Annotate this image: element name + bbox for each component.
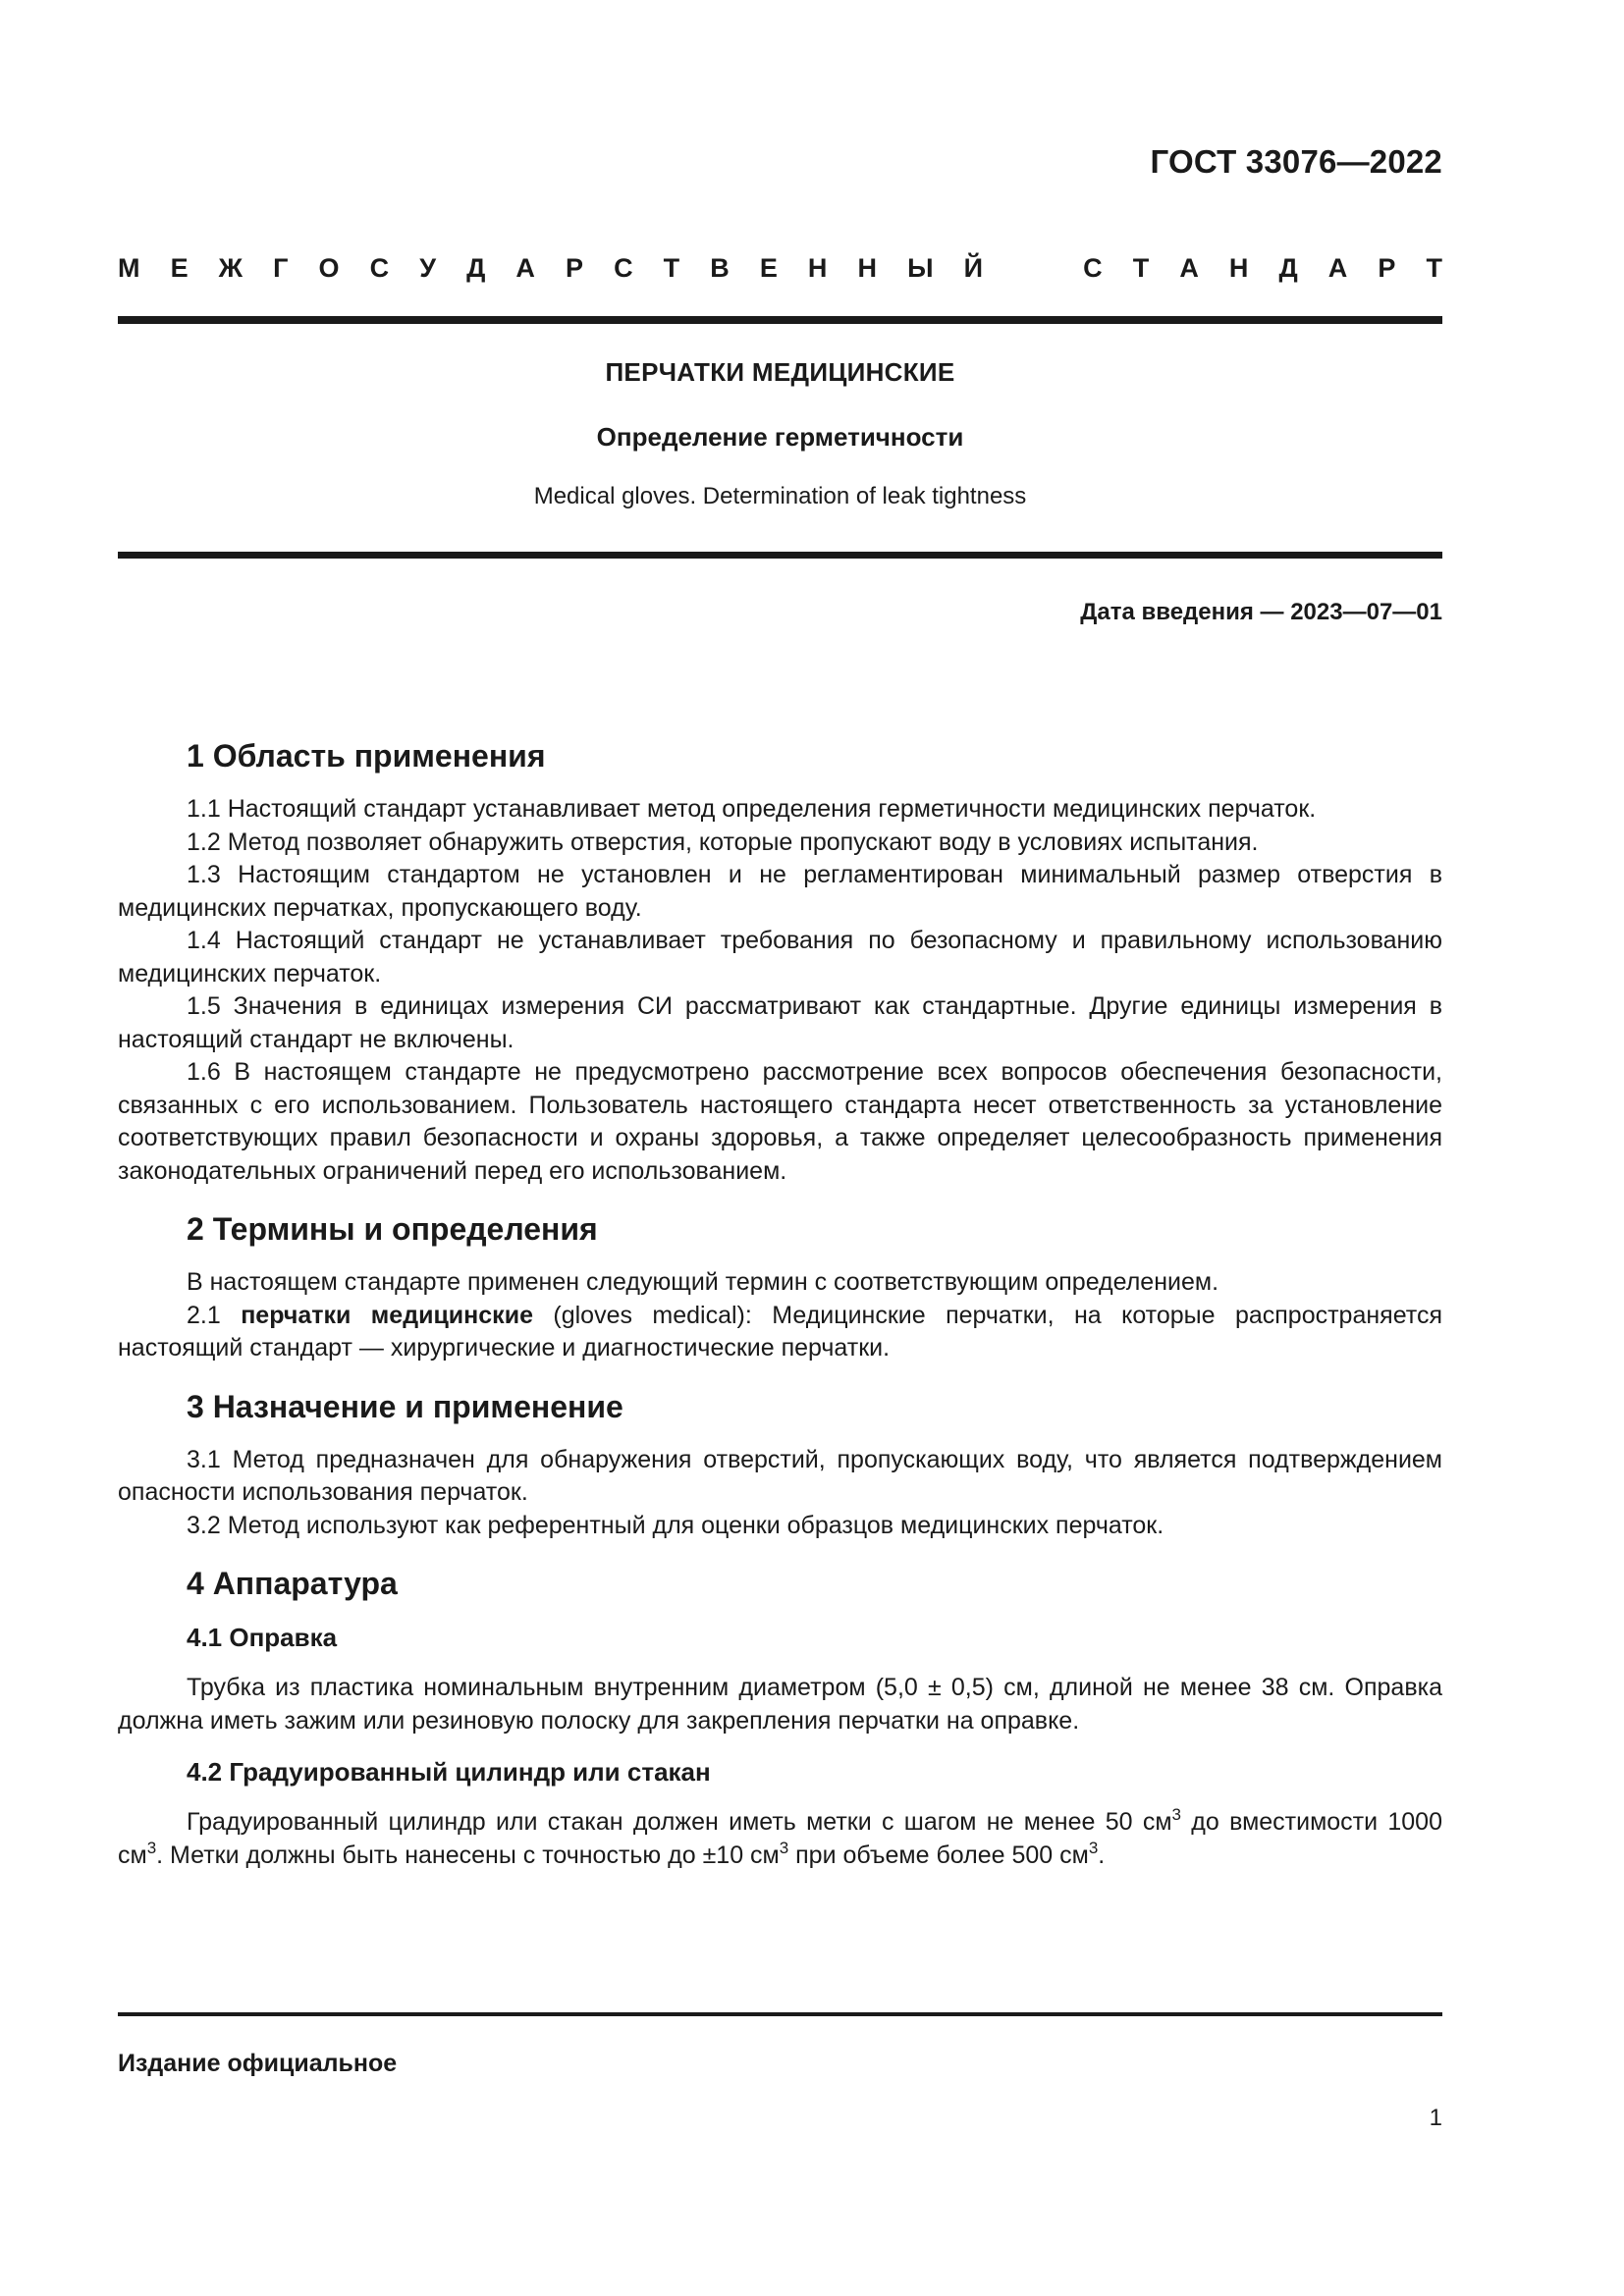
- paragraph-3-1: 3.1 Метод предназначен для обнаружения отверстий, пропускающих воду, что является подтверждением опасности использования перчаток.: [118, 1445, 1442, 1506]
- banner-letter: О: [318, 253, 340, 283]
- banner-letter: Р: [1378, 253, 1396, 283]
- banner-letter: Е: [170, 253, 189, 283]
- paragraph-1-1: 1.1 Настоящий стандарт устанавливает метод определения герметичности медицинских перчаток.: [187, 795, 1317, 823]
- banner-letter: А: [1179, 253, 1199, 283]
- document-subtitle: Определение герметичности: [596, 422, 964, 452]
- banner-letter: Г: [273, 253, 289, 283]
- banner-letter: Д: [466, 253, 486, 283]
- banner-letter: В: [710, 253, 730, 283]
- banner-letter: С: [1083, 253, 1103, 283]
- paragraph-3-2: 3.2 Метод используют как референтный для оценки образцов медицинских перчаток.: [187, 1511, 1164, 1539]
- paragraph-2-1: 2.1 перчатки медицинские (gloves medical): Медицинские перчатки, на которые распространяется настоящий стандарт — хирургические и диагностические перчатки.: [118, 1301, 1442, 1362]
- section-1-heading: 1 Область применения: [187, 738, 546, 774]
- document-title: ПЕРЧАТКИ МЕДИЦИНСКИЕ: [605, 357, 955, 387]
- banner-letter: Н: [807, 253, 828, 283]
- banner-letter: Ы: [907, 253, 934, 283]
- top-rule: [118, 316, 1442, 324]
- banner-letter: А: [515, 253, 535, 283]
- official-edition-label: Издание официальное: [118, 2050, 398, 2077]
- subsection-4-2-heading: 4.2 Градуированный цилиндр или стакан: [187, 1757, 711, 1787]
- banner-letter: Ж: [218, 253, 244, 283]
- banner-letter: Т: [663, 253, 680, 283]
- banner-letter: Е: [759, 253, 778, 283]
- term-gloves-medical: перчатки медицинские: [241, 1301, 533, 1329]
- banner-letter: С: [369, 253, 390, 283]
- banner-letter: М: [118, 253, 140, 283]
- paragraph-1-5: 1.5 Значения в единицах измерения СИ рассматривают как стандартные. Другие единицы измерения в настоящий стандарт не включены.: [118, 992, 1442, 1053]
- paragraph-2-intro: В настоящем стандарте применен следующий термин с соответствующим определением.: [187, 1268, 1219, 1296]
- section-2-heading: 2 Термины и определения: [187, 1211, 598, 1247]
- banner-letter: А: [1327, 253, 1348, 283]
- document-body: [118, 736, 1442, 1872]
- banner-letter: Н: [1228, 253, 1249, 283]
- effective-date: Дата введения — 2023—07—01: [1080, 599, 1442, 625]
- paragraph-1-2: 1.2 Метод позволяет обнаружить отверстия, которые пропускают воду в условиях испытания.: [187, 828, 1259, 856]
- banner-letter: Н: [857, 253, 877, 283]
- banner-gap: [1013, 253, 1053, 284]
- section-3-heading: 3 Назначение и применение: [187, 1388, 623, 1424]
- subsection-4-1-heading: 4.1 Оправка: [187, 1623, 338, 1652]
- section-4-heading: 4 Аппаратура: [187, 1566, 398, 1601]
- title-rule: [118, 552, 1442, 559]
- paragraph-1-6: 1.6 В настоящем стандарте не предусмотрено рассмотрение всех вопросов обеспечения безопасности, связанных с его использованием. Пользователь настоящего стандарта несет ответственность за установление соответствующих правил безопасности и охраны здоровья, а также определяет целесообразность применения законодательных ограничений перед его использованием.: [118, 1058, 1442, 1185]
- english-title: Medical gloves. Determination of leak tightness: [533, 483, 1027, 509]
- page-number: 1: [1429, 2105, 1442, 2131]
- banner-letter: Й: [963, 253, 983, 283]
- banner-letter: Т: [1426, 253, 1442, 283]
- banner-letter: Р: [566, 253, 584, 283]
- paragraph-1-4: 1.4 Настоящий стандарт не устанавливает требования по безопасному и правильному использованию медицинских перчаток.: [118, 927, 1442, 988]
- paragraph-4-2: Градуированный цилиндр или стакан должен иметь метки с шагом не менее 50 $см^3$ до вместимости 1000 $см^3$. Метки должны быть нанесены с точностью до ±10 $см^3$ при объеме более 500 $см^3$.: [118, 1805, 1442, 1869]
- paragraph-1-3: 1.3 Настоящим стандартом не установлен и не регламентирован минимальный размер отверстия в медицинских перчатках, пропускающего воду.: [118, 861, 1442, 922]
- banner-letter: Д: [1278, 253, 1298, 283]
- document-number: ГОСТ 33076—2022: [1150, 143, 1442, 180]
- banner-letter: С: [614, 253, 633, 283]
- footer-rule: [118, 2012, 1442, 2016]
- banner-letter: У: [419, 253, 437, 283]
- paragraph-4-1: Трубка из пластика номинальным внутренним диаметром (5,0 ± 0,5) см, длиной не менее 38 см. Оправка должна иметь зажим или резиновую полоску для закрепления перчатки на оправке.: [118, 1674, 1442, 1735]
- interstate-standard-banner: [118, 253, 1442, 284]
- banner-letter: Т: [1132, 253, 1150, 283]
